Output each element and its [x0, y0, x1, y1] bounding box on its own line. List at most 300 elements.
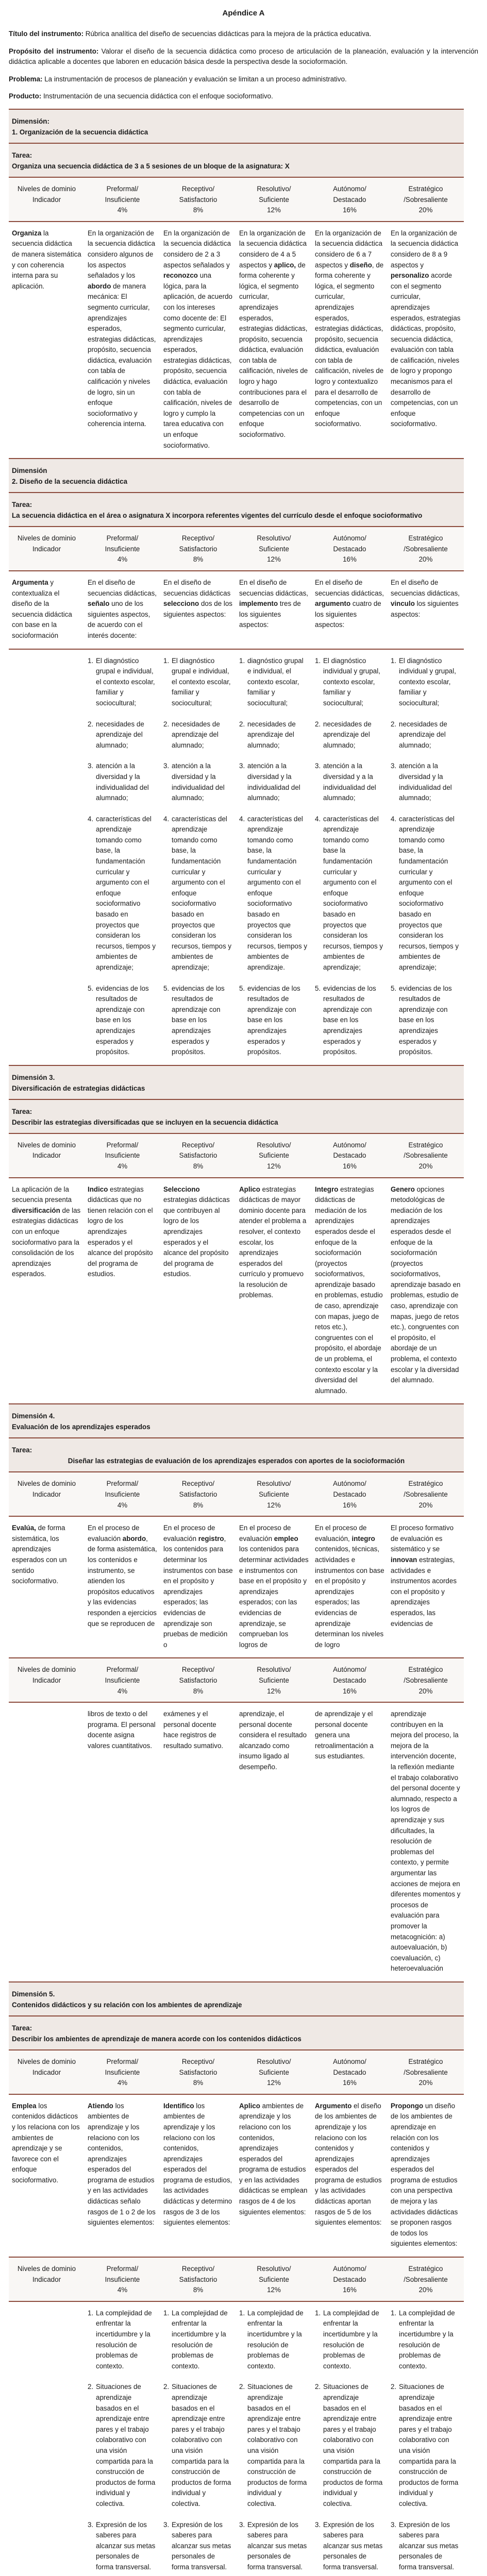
aspect-number: 3.: [163, 762, 170, 770]
meta-problem: [9, 74, 478, 85]
level-name-line2: /Sobresaliente: [404, 2068, 448, 2076]
aspect-item: [239, 719, 309, 751]
aspect-text: El diagnóstico individual y grupal, contexto escolar, familiar y sociocultural;: [399, 656, 456, 707]
aspect-text: evidencias de los resultados de aprendizaje con base en los aprendizajes esperados y propósitos.: [323, 984, 376, 1056]
descriptor-keyword: aplico,: [274, 261, 296, 269]
empty-indicator-cell: [9, 2308, 85, 2576]
level-name-line2: Suficiente: [259, 195, 289, 204]
descriptor-text: los siguientes aspectos:: [391, 600, 459, 618]
continuation-cell: exámenes y el personal docente hace registros de resultado sumativo.: [163, 1710, 224, 1750]
aspect-item: [315, 2520, 384, 2573]
level-name-line2: Insuficiente: [105, 2068, 140, 2076]
levels-header-row: [9, 2049, 464, 2094]
level-percent: 4%: [117, 555, 128, 564]
aspect-text: evidencias de los resultados de aprendizaje con base en los aprendizajes esperados y propósitos.: [96, 984, 149, 1056]
level-percent: 20%: [418, 206, 433, 214]
meta-text: Rúbrica analítica del diseño de secuencias didácticas para la mejora de la práctica educativa.: [83, 30, 372, 38]
meta-title: [9, 29, 478, 40]
descriptor-cell: [312, 1184, 388, 1397]
dimension-title: 2. Diseño de la secuencia didáctica: [12, 478, 128, 486]
level-header-cell: [388, 2264, 464, 2296]
levels-header-row: [9, 1471, 464, 1516]
level-header-cell: [312, 533, 388, 565]
descriptor-cell: [388, 1184, 464, 1397]
aspects-list: [388, 656, 464, 1058]
level-header-cell: [312, 1665, 388, 1697]
task-header: [9, 2015, 464, 2049]
levels-header-row: [9, 2257, 464, 2301]
descriptor-keyword: Atiendo: [88, 2102, 113, 2110]
aspect-item: [239, 814, 309, 973]
task-label: Tarea:: [12, 1107, 32, 1115]
descriptor-text: estrategias didácticas que no tienen relación con el logro de los aprendizajes esperados y el alcance del propósito del programa de estudios.: [88, 1185, 153, 1278]
level-header-cell: [388, 184, 464, 216]
descriptor-text: En la organización de la secuencia didáctica considero de 6 a 7 aspectos y: [315, 229, 383, 269]
descriptor-text: , los contenidos para determinar los instrumentos con base en el propósito y aprendizajes esperados; las evidencias de aprendizaje son pruebas de medición o: [163, 1534, 233, 1649]
level-header-cell: [388, 1665, 464, 1697]
level-percent: 20%: [418, 2286, 433, 2294]
level-name-line2: Destacado: [333, 2068, 366, 2076]
descriptor-keyword: Propongo: [391, 2102, 424, 2110]
aspect-item: [391, 761, 461, 803]
descriptor-text: tres de los siguientes aspectos:: [239, 600, 301, 629]
level-name-line2: Indicador: [32, 1151, 61, 1160]
level-header-cell: [9, 1479, 85, 1511]
aspect-text: características del aprendizaje tomando como base, la fundamentación curricular y argumento con el enfoque socioformativo basado en proyectos que consideran los recursos, tiempos y ambientes de aprendizaje;: [399, 815, 459, 971]
aspect-text: Expresión de los saberes para alcanzar sus metas personales de forma transversal.: [247, 2520, 307, 2571]
level-header-cell: [85, 184, 160, 216]
aspect-text: necesidades de aprendizaje del alumnado;: [247, 720, 296, 749]
level-name-line2: Insuficiente: [105, 1490, 140, 1498]
descriptor-text: En el diseño de secuencias didácticas,: [88, 579, 157, 597]
descriptor-keyword: vinculo: [391, 600, 415, 608]
aspect-text: necesidades de aprendizaje del alumnado;: [399, 720, 447, 749]
aspect-text: necesidades de aprendizaje del alumnado;: [96, 720, 144, 749]
descriptor-text: , de forma coherente y lógica, el segmento curricular, aprendizajes esperados, estrategias didácticas, propósito, secuencia didáctica, evaluación con tabla de calificación, niveles de logro y contextualizo para el desarrollo de competencias, con un enfoque socioformativo.: [315, 261, 384, 428]
aspect-number: 4.: [163, 815, 170, 823]
descriptor-keyword: innovan: [391, 1555, 417, 1564]
descriptor-text: un diseño de los ambientes de aprendizaje en relación con los contenidos y aprendizajes esperados del programa de estudios con una perspectiva de mejora y las actividades didácticas se proponen rasgos de todos los siguientes elementos:: [391, 2102, 458, 2248]
task-label: Tarea:: [12, 1446, 32, 1454]
aspect-text: atención a la diversidad y la individualidad del alumnado;: [172, 762, 225, 802]
descriptor-text: En la organización de la secuencia didáctica considero de 4 a 5 aspectos y: [239, 229, 307, 269]
level-header-cell: [9, 1665, 85, 1697]
aspect-number: 2.: [391, 720, 397, 728]
aspects-row: [9, 2301, 464, 2576]
level-header-cell: [160, 2264, 236, 2296]
aspect-number: 1.: [88, 2309, 94, 2317]
descriptor-keyword: registro: [198, 1534, 224, 1543]
level-name-line2: /Sobresaliente: [404, 1151, 448, 1160]
level-header-cell: [236, 1665, 312, 1697]
descriptor-keyword: Aplico: [239, 1185, 260, 1193]
level-name-line2: Suficiente: [259, 2275, 289, 2283]
levels-header-row: [9, 177, 464, 221]
level-header-cell: [160, 2057, 236, 2089]
level-header-cell: [388, 533, 464, 565]
aspect-number: 5.: [239, 984, 245, 992]
level-name-line1: Autónomo/: [333, 2265, 366, 2273]
descriptor-keyword: abordo: [122, 1534, 146, 1543]
aspects-list: [160, 2308, 236, 2576]
aspect-item: [391, 719, 461, 751]
descriptor-cell: [160, 1523, 236, 1650]
aspects-list: [236, 2308, 312, 2576]
aspect-number: 3.: [315, 2520, 321, 2529]
descriptor-text: , de forma asistemática, los contenidos e instrumento, se atienden los propósitos educativos y las evidencias responden a ejercicios que se reproducen de: [88, 1534, 157, 1628]
aspect-number: 4.: [315, 815, 321, 823]
level-name-line1: Receptivo/: [181, 1666, 215, 1674]
aspect-text: atención a la diversidad y a la individualidad del alumnado;: [323, 762, 376, 802]
aspect-text: La complejidad de enfrentar la incertidumbre y la resolución de problemas de contexto.: [247, 2309, 304, 2370]
aspect-number: 3.: [88, 762, 94, 770]
continuation-cell: de aprendizaje y el personal docente genera una retroalimentación a sus estudiantes.: [315, 1710, 374, 1760]
aspect-text: La complejidad de enfrentar la incertidumbre y la resolución de problemas de contexto.: [172, 2309, 228, 2370]
aspect-number: 3.: [315, 762, 321, 770]
aspect-item: [239, 2520, 309, 2573]
descriptor-text: estrategias, actividades e instrumentos acordes con el propósito y aprendizajes esperados, las evidencias de: [391, 1555, 457, 1628]
dimension-title: 1. Organización de la secuencia didáctica: [12, 128, 148, 136]
level-name-line1: Resolutivo/: [257, 184, 291, 193]
level-name-line2: Indicador: [32, 2068, 61, 2076]
meta-label: Producto:: [9, 92, 42, 100]
descriptor-keyword: integro: [351, 1534, 375, 1543]
aspect-item: [391, 814, 461, 973]
level-name-line1: Autónomo/: [333, 1480, 366, 1488]
level-percent: 20%: [418, 2079, 433, 2087]
level-name-line1: Receptivo/: [181, 1141, 215, 1149]
descriptor-text: En la organización de la secuencia didáctica considero de 2 a 3 aspectos señalados y: [163, 229, 231, 269]
level-name-line2: Satisfactorio: [179, 1490, 217, 1498]
dimension-section: [9, 458, 464, 1065]
aspect-text: características del aprendizaje tomando como base la fundamentación curricular y argumento con el enfoque socioformativo basado en proyectos que consideran los recursos, tiempos y ambientes de aprendizaje;: [323, 815, 383, 971]
level-name-line2: Insuficiente: [105, 1676, 140, 1684]
descriptor-cell: [9, 578, 85, 641]
level-name-line1: Preformal/: [106, 2265, 139, 2273]
descriptor-text: opciones metodológicas de mediación de los aprendizajes esperados desde el enfoque de la socioformación (proyectos socioformativos, aprendizaje basado en problemas, estudio de caso, aprendizaje con mapas, juego de retos etc.), congruentes con el propósito, el abordaje de un problema, el contexto escolar y la diversidad del alumnado.: [391, 1185, 461, 1384]
level-header-cell: [85, 1665, 160, 1697]
level-percent: 12%: [267, 1162, 281, 1170]
level-percent: 12%: [267, 1687, 281, 1695]
descriptor-text: la secuencia didáctica de manera sistemática y con coherencia interna para su aplicación.: [12, 229, 81, 290]
task-label: Tarea:: [12, 151, 32, 159]
level-percent: 16%: [343, 1162, 357, 1170]
descriptor-cell: [236, 1523, 312, 1650]
level-name-line2: Indicador: [32, 1490, 61, 1498]
level-name-line1: Autónomo/: [333, 1141, 366, 1149]
continuation-cell: aprendizaje, el personal docente considera el resultado alcanzado como insumo ligado al desempeño.: [239, 1710, 307, 1771]
dimension-header: [9, 1065, 464, 1099]
descriptor-keyword: Selecciono: [163, 1185, 200, 1193]
level-name-line1: Preformal/: [106, 1666, 139, 1674]
descriptor-text: En el proceso de evaluación: [239, 1524, 291, 1543]
aspect-item: [315, 761, 384, 803]
aspect-text: El diagnóstico grupal e individual, el contexto escolar, familiar y sociocultural;: [172, 656, 231, 707]
level-header-cell: [236, 2057, 312, 2089]
descriptor-keyword: Indico: [88, 1185, 108, 1193]
level-name-line2: Satisfactorio: [179, 2068, 217, 2076]
indicator-row: [9, 1516, 464, 1657]
descriptor-cell: [388, 228, 464, 451]
levels-header-row: [9, 1657, 464, 1702]
descriptor-text: En el proceso de evaluación,: [315, 1524, 367, 1543]
aspect-item: [315, 2382, 384, 2509]
descriptor-cell: [388, 578, 464, 641]
level-percent: 8%: [193, 1687, 204, 1695]
descriptor-keyword: selecciono: [163, 600, 199, 608]
descriptor-text: cuatro de los siguientes aspectos:: [315, 600, 381, 629]
descriptor-cell: [236, 2101, 312, 2249]
aspects-list: [160, 656, 236, 1058]
level-header-cell: [312, 2057, 388, 2089]
level-name-line1: Preformal/: [106, 534, 139, 543]
level-name-line1: Estratégico: [408, 534, 443, 543]
aspect-number: 1.: [315, 656, 321, 665]
aspect-text: atención a la diversidad y la individualidad del alumnado;: [96, 762, 149, 802]
aspect-item: [88, 2308, 157, 2372]
task-text: La secuencia didáctica en el área o asignatura X incorpora referentes vigentes del currículo desde el enfoque socioformativo: [12, 512, 423, 520]
level-name-line1: Niveles de dominio: [17, 1666, 76, 1674]
aspects-list: [388, 2308, 464, 2576]
descriptor-text: estrategias didácticas de mediación de los aprendizajes esperados desde el enfoque de la socioformación (proyectos socioformativos, aprendizaje basado en problemas, estudio de caso, aprendizaje con mapas, juego de retos etc.), congruentes con el propósito, el abordaje de un problema, el contexto escolar y la diversidad del alumnado.: [315, 1185, 383, 1395]
level-name-line1: Estratégico: [408, 1141, 443, 1149]
level-name-line2: Insuficiente: [105, 545, 140, 553]
level-name-line2: Satisfactorio: [179, 1151, 217, 1160]
aspect-number: 3.: [239, 762, 245, 770]
descriptor-keyword: implemento: [239, 600, 278, 608]
descriptor-keyword: Argumento: [315, 2102, 352, 2110]
descriptor-cell: [160, 578, 236, 641]
continuation-cell: [9, 1709, 85, 1974]
dimension-header: [9, 458, 464, 492]
meta-text: Instrumentación de una secuencia didáctica con el enfoque socioformativo.: [41, 92, 273, 100]
dimension-section: [9, 109, 464, 458]
aspect-number: 4.: [391, 815, 397, 823]
aspect-number: 5.: [88, 984, 94, 992]
aspect-item: [239, 984, 309, 1058]
level-percent: 8%: [193, 555, 204, 564]
descriptor-text: En la organización de la secuencia didáctica considero de 8 a 9 aspectos y: [391, 229, 459, 269]
descriptor-text: En el diseño de secuencias didácticas: [163, 579, 231, 597]
descriptor-keyword: personalizo: [391, 272, 429, 280]
descriptor-text: los contenidos para determinar actividades e instrumentos con base en el propósito y aprendizajes esperados; con las evidencias de aprendizaje, se comprueban los logros de: [239, 1545, 309, 1649]
descriptor-text: En el proceso de evaluación: [163, 1524, 215, 1543]
meta-label: Propósito del instrumento:: [9, 47, 99, 55]
descriptor-cell: [160, 2101, 236, 2249]
aspect-text: La complejidad de enfrentar la incertidumbre y la resolución de problemas de contexto.: [96, 2309, 152, 2370]
aspect-number: 3.: [391, 2520, 397, 2529]
continuation-cell: aprendizaje contribuyen en la mejora del proceso, la mejora de la intervención docente, la reflexión mediante el trabajo colaborativo del personal docente y alumnado, respecto a los logros de aprendizaje y sus dificultades, la resolución de problemas del contexto, y permite argumentar las acciones de mejora en diferentes momentos y procesos de evaluación para promover la metacognición: a) autoevaluación, b) coevaluación, c) heteroevaluación: [391, 1710, 461, 1973]
level-name-line1: Autónomo/: [333, 2057, 366, 2065]
aspect-item: [239, 761, 309, 803]
descriptor-cell: [85, 1523, 160, 1650]
aspect-text: La complejidad de enfrentar la incertidumbre y la resolución de problemas de contexto.: [399, 2309, 455, 2370]
level-percent: 20%: [418, 1687, 433, 1695]
aspect-number: 3.: [88, 2520, 94, 2529]
aspect-number: 5.: [163, 984, 170, 992]
aspect-text: Expresión de los saberes para alcanzar sus metas personales de forma transversal.: [172, 2520, 231, 2571]
dimension-title: Diversificación de estrategias didácticas: [12, 1084, 145, 1092]
descriptor-cell: [236, 578, 312, 641]
level-percent: 12%: [267, 1501, 281, 1509]
task-header: [9, 1099, 464, 1133]
task-header: [9, 1437, 464, 1471]
aspect-text: necesidades de aprendizaje del alumnado;: [172, 720, 220, 749]
level-percent: 4%: [117, 1687, 128, 1695]
level-header-cell: [85, 2264, 160, 2296]
dimension-label: Dimensión:: [12, 117, 49, 125]
aspect-number: 2.: [239, 720, 245, 728]
level-name-line1: Receptivo/: [181, 2265, 215, 2273]
descriptor-cell: [85, 578, 160, 641]
level-percent: 8%: [193, 2079, 204, 2087]
aspect-item: [163, 656, 233, 709]
descriptor-cell: [312, 578, 388, 641]
level-header-cell: [160, 1140, 236, 1172]
level-percent: 8%: [193, 1162, 204, 1170]
descriptor-text: de las estrategias didácticas con un enfoque socioformativo para la consolidación de los aprendizajes esperados.: [12, 1206, 81, 1278]
meta-label: Título del instrumento:: [9, 30, 84, 38]
level-name-line1: Resolutivo/: [257, 534, 291, 543]
descriptor-cell: [160, 1184, 236, 1397]
level-name-line2: Suficiente: [259, 2068, 289, 2076]
task-header: [9, 492, 464, 526]
rubric-table: [9, 109, 464, 2576]
level-name-line2: /Sobresaliente: [404, 545, 448, 553]
descriptor-text: En la organización de la secuencia didáctica considero algunos de los aspectos señalados y los: [88, 229, 156, 280]
aspect-number: 2.: [315, 720, 321, 728]
aspect-number: 5.: [391, 984, 397, 992]
aspect-text: atención a la diversidad y la individualidad del alumnado;: [399, 762, 452, 802]
aspect-number: 1.: [163, 2309, 170, 2317]
level-header-cell: [388, 2057, 464, 2089]
descriptor-keyword: empleo: [274, 1534, 298, 1543]
meta-text: La instrumentación de procesos de planeación y evaluación se limitan a un proceso administrativo.: [42, 75, 347, 83]
descriptor-text: una lógica, para la aplicación, de acuerdo con los intereses como docente de: El segmento curricular, aprendizajes esperados, estrategias didácticas, propósito, secuencia didáctica, evaluación con tabla de calificación, niveles de logro y cumplo la tarea educativa con un enfoque socioformativo.: [163, 272, 232, 449]
aspect-item: [391, 984, 461, 1058]
level-header-cell: [388, 1140, 464, 1172]
level-name-line1: Receptivo/: [181, 534, 215, 543]
level-header-cell: [388, 1479, 464, 1511]
descriptor-cell: [236, 1184, 312, 1397]
task-text: Describir los ambientes de aprendizaje de manera acorde con los contenidos didácticos: [12, 2035, 301, 2043]
meta-purpose: [9, 46, 478, 67]
level-percent: 8%: [193, 1501, 204, 1509]
aspects-row: [9, 649, 464, 1065]
aspect-item: [315, 656, 384, 709]
descriptor-cell: [312, 2101, 388, 2249]
level-name-line2: Destacado: [333, 545, 366, 553]
aspect-text: evidencias de los resultados de aprendizaje con base en los aprendizajes esperados y propósitos.: [247, 984, 300, 1056]
level-name-line2: Indicador: [32, 1676, 61, 1684]
aspect-item: [315, 814, 384, 973]
instrument-meta: [9, 23, 478, 102]
level-percent: 4%: [117, 1501, 128, 1509]
descriptor-text: el diseño de los ambientes de aprendizaje y los relaciono con los contenidos y aprendizajes esperados del programa de estudios y las actividades didácticas aportan rasgos de 5 de los siguientes elementos:: [315, 2102, 382, 2227]
level-name-line2: Suficiente: [259, 545, 289, 553]
descriptor-text: los ambientes de aprendizaje y los relaciono con los contenidos, aprendizajes esperados del programa de estudios, las actividades didácticas y determino rasgos de 3 de los siguientes elementos:: [163, 2102, 232, 2227]
level-header-cell: [236, 2264, 312, 2296]
aspect-number: 2.: [315, 2383, 321, 2391]
level-name-line2: Suficiente: [259, 1151, 289, 1160]
indicator-row: [9, 2094, 464, 2257]
level-name-line2: Destacado: [333, 195, 366, 204]
level-header-cell: [312, 1140, 388, 1172]
aspect-text: El diagnóstico grupal e individual, el contexto escolar, familiar y sociocultural;: [96, 656, 155, 707]
aspect-text: Situaciones de aprendizaje basados en el aprendizaje entre pares y el trabajo colaborativo con una visión compartida para la construcción de productos de forma individual y colectiva.: [323, 2383, 383, 2507]
descriptor-cell: [312, 1523, 388, 1650]
level-header-cell: [312, 184, 388, 216]
level-name-line2: Indicador: [32, 545, 61, 553]
meta-product: [9, 91, 478, 102]
level-header-cell: [160, 533, 236, 565]
dimension-title: Evaluación de los aprendizajes esperados: [12, 1423, 150, 1431]
aspect-item: [163, 761, 233, 803]
level-name-line2: /Sobresaliente: [404, 2275, 448, 2283]
aspect-item: [163, 2382, 233, 2509]
descriptor-text: acorde con el segmento curricular, aprendizajes esperados, estrategias didácticas, propósito, secuencia didáctica, evaluación con tabla de calificación, niveles de logro y propongo mecanismos para el desarrollo de competencias, con un enfoque socioformativo.: [391, 272, 461, 428]
level-header-cell: [236, 533, 312, 565]
descriptor-text: estrategias didácticas de mayor dominio docente para atender el problema a resolver, el contexto escolar, los aprendizajes esperados del currículo y promuevo la resolución de problemas.: [239, 1185, 307, 1299]
level-header-cell: [312, 2264, 388, 2296]
level-header-cell: [9, 1140, 85, 1172]
aspect-number: 5.: [315, 984, 321, 992]
task-text: Diseñar las estrategias de evaluación de los aprendizajes esperados con aportes de la socioformación: [68, 1457, 405, 1465]
level-header-cell: [160, 184, 236, 216]
aspect-text: características del aprendizaje tomando como base, la fundamentación curricular y argumento con el enfoque socioformativo basado en proyectos que consideran los recursos, tiempos y ambientes de aprendizaje;: [172, 815, 232, 971]
aspect-number: 2.: [88, 720, 94, 728]
aspect-text: La complejidad de enfrentar la incertidumbre y la resolución de problemas de contexto.: [323, 2309, 379, 2370]
meta-text: Valorar el diseño de la secuencia didáctica como proceso de articulación de la planeación, evaluación y la intervención didáctica aplicable a docentes que laboren en educación básica desde la perspectiva desde la socioformación.: [9, 47, 478, 66]
descriptor-keyword: Emplea: [12, 2102, 37, 2110]
descriptor-cell: [9, 228, 85, 451]
aspects-list: [85, 656, 160, 1058]
descriptor-text: estrategias didácticas que contribuyen al logro de los aprendizajes esperados y el alcance del propósito del programa de estudios.: [163, 1196, 230, 1278]
descriptor-text: En el diseño de secuencias didácticas,: [239, 579, 308, 597]
indicator-row: [9, 570, 464, 649]
appendix-title: Apéndice A: [222, 9, 265, 18]
aspect-text: diagnóstico grupal e individual, el contexto escolar, familiar y sociocultural;: [247, 656, 304, 707]
level-percent: 4%: [117, 2286, 128, 2294]
level-name-line1: Resolutivo/: [257, 1480, 291, 1488]
level-header-cell: [236, 184, 312, 216]
level-percent: 4%: [117, 206, 128, 214]
level-percent: 20%: [418, 1162, 433, 1170]
aspect-item: [163, 2308, 233, 2372]
level-name-line2: Insuficiente: [105, 1151, 140, 1160]
descriptor-keyword: argumento: [315, 600, 351, 608]
aspect-text: Expresión de los saberes para alcanzar sus metas personales de forma transversal.: [96, 2520, 156, 2571]
level-name-line2: Suficiente: [259, 1676, 289, 1684]
level-name-line1: Resolutivo/: [257, 1141, 291, 1149]
task-header: [9, 143, 464, 177]
aspect-text: características del aprendizaje tomando como base, la fundamentación curricular y argumento con el enfoque socioformativo basado en proyectos que consideran los recursos, tiempos y ambientes de aprendizaje;: [96, 815, 156, 971]
descriptor-text: El proceso formativo de evaluación es sistemático y se: [391, 1524, 454, 1553]
level-header-cell: [85, 2057, 160, 2089]
descriptor-text: y contextualiza el diseño de la secuencia didáctica con base en la socioformación: [12, 579, 72, 639]
descriptor-cell: [85, 1184, 160, 1397]
aspect-text: Situaciones de aprendizaje basados en el aprendizaje entre pares y el trabajo colaborativo con una visión compartida para la construcción de productos de forma individual y colectiva.: [96, 2383, 156, 2507]
level-name-line1: Estratégico: [408, 184, 443, 193]
level-name-line1: Niveles de dominio: [17, 2057, 76, 2065]
level-name-line2: Insuficiente: [105, 195, 140, 204]
descriptor-cell: [236, 228, 312, 451]
level-name-line1: Preformal/: [106, 1480, 139, 1488]
dimension-title: Contenidos didácticos y su relación con los ambientes de aprendizaje: [12, 2001, 242, 2009]
level-name-line2: Satisfactorio: [179, 195, 217, 204]
descriptor-text: uno de los siguientes aspectos, de acuerdo con el interés docente:: [88, 600, 150, 639]
descriptor-text: La aplicación de la secuencia presenta: [12, 1185, 72, 1204]
